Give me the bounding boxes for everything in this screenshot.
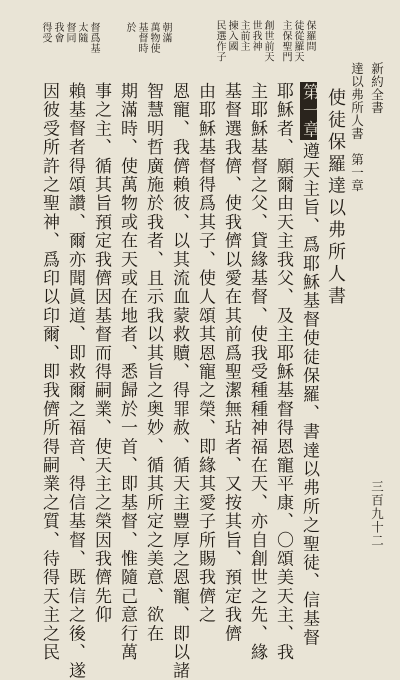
body-column-11: 因彼受所許之聖神、爲印以印爾、即我儕所得嗣業之質、待得天主之民	[39, 82, 59, 662]
book-title: 新約全書	[369, 62, 385, 114]
body-column-1	[299, 82, 319, 648]
page-number: 三百九十二	[369, 480, 385, 548]
chapter-label: 第一章	[299, 83, 319, 140]
running-title: 達以弗所人書 第一章	[349, 62, 365, 192]
note-right-5: 世我神	[250, 20, 261, 52]
note-right-4: 創世前天	[262, 20, 273, 62]
note-right-7: 揀入國	[226, 20, 237, 52]
epistle-title: 使徒保羅達以弗所人書	[325, 88, 346, 308]
body-column-6: 恩寵、我儕賴彼、以其流血蒙救贖、得罪赦、循天主豐厚之恩寵、即以諸	[169, 82, 189, 680]
body-column-9: 事之主、循其旨預定我儕因基督而得嗣業、使天主之榮因我儕先仰	[91, 82, 111, 625]
column-text: 遵天主旨、爲耶穌基督使徒保羅、書達以弗所之聖徒、信基督	[299, 142, 319, 648]
body-column-7: 智慧明哲廣施於我者、且示我以其旨之奥妙、循其所定之美意、欲在	[143, 82, 163, 643]
note-right-6: 主前主	[238, 20, 249, 52]
note-right-1: 保羅問	[304, 20, 315, 52]
body-column-10: 賴基督者得頌讚、爾亦聞眞道、即救爾之福音、得信基督、既信之後、遂	[65, 82, 85, 680]
body-column-8: 期滿時、使萬物或在天或在地者、悉歸於一首、即基督、惟隨己意行萬	[117, 82, 137, 662]
note-left-4: 於	[124, 22, 135, 33]
note-right-3: 主保聖門	[280, 20, 291, 62]
note-left-2: 萬物使	[148, 22, 159, 54]
note-left-1: 朝滿	[160, 22, 171, 43]
note-left-5: 督爲基	[88, 22, 99, 54]
note-left-9: 得受	[40, 22, 51, 43]
note-right-8: 民選作子	[214, 20, 225, 62]
note-left-7: 督同	[64, 22, 75, 43]
note-left-8: 我會	[52, 22, 63, 43]
note-right-2: 徒從羅天	[292, 20, 303, 62]
note-left-6: 太隨	[76, 22, 87, 43]
body-column-5: 由耶穌基督得爲其子、使人頌其恩寵之榮、即緣其愛子所賜我儕之	[195, 82, 215, 625]
body-column-4: 基督選我儕、使我儕以愛在其前爲聖潔無玷者、又按其旨、預定我儕	[221, 82, 241, 643]
note-left-3: 基督時	[136, 22, 147, 54]
body-column-2: 耶穌者、願爾由天主我父、及主耶穌基督得恩寵平康、〇頌美天主、我	[273, 82, 293, 662]
body-column-3: 主耶穌基督之父、貸緣基督、使我受種種神福在天、亦自創世之先、緣	[247, 82, 267, 662]
